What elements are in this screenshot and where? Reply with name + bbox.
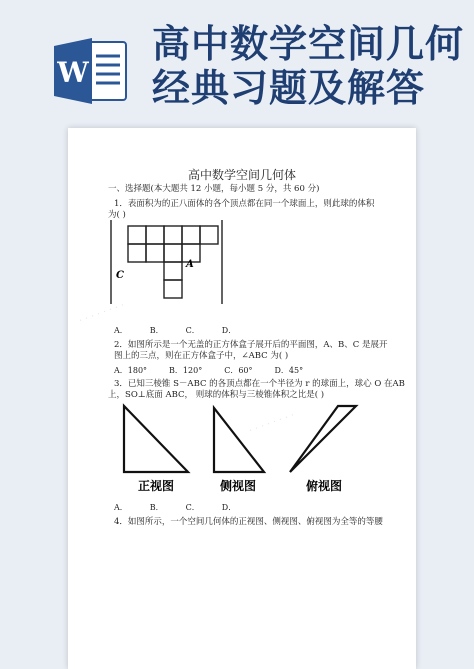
choice-c[interactable]: C． (185, 503, 200, 512)
banner (0, 0, 474, 128)
choice-c[interactable]: C． (185, 326, 200, 335)
question-3-choices (114, 502, 258, 513)
choice-a[interactable]: A．180° (114, 366, 148, 375)
section-heading: 一、选择题(本大题共 12 小题，每小题 5 分，共 60 分) (108, 184, 320, 194)
choice-a[interactable]: A． (114, 503, 128, 512)
question-2-choices (114, 365, 325, 376)
top-view-label: 俯视图 (305, 479, 343, 493)
front-view-label: 正视图 (137, 479, 175, 493)
question-3-line-1: 3．已知三棱锥 S－ABC 的各顶点都在一个半径为 r 的球面上，球心 O 在AB (114, 379, 405, 389)
top-view-triangle (290, 406, 356, 472)
question-1-line-2: 为( ) (108, 210, 126, 220)
word-logo-letter: W (57, 56, 89, 89)
banner-title (152, 22, 464, 110)
choice-b[interactable]: B． (149, 503, 164, 512)
point-label-c: C (116, 270, 124, 281)
banner-title-line-1: 高中数学空间几何 (152, 22, 465, 66)
choice-b[interactable]: B．120° (169, 366, 203, 375)
front-view-triangle (124, 406, 188, 472)
point-label-a: A (186, 259, 194, 270)
watermark: · · · · · · · · (77, 300, 127, 327)
choice-c[interactable]: C．60° (224, 366, 253, 375)
watermark: · · · · · · · · (247, 410, 297, 437)
word-document-icon (52, 36, 130, 106)
question-1-line-1: 1．表面积为的正八面体的各个顶点都在同一个球面上，则此球的体积 (114, 199, 375, 209)
side-view-triangle (214, 408, 264, 472)
banner-title-line-2: 经典习题及解答 (152, 66, 426, 110)
three-views-figure (118, 402, 368, 494)
choice-d[interactable]: D． (221, 326, 237, 335)
document-page (68, 128, 416, 669)
choice-a[interactable]: A． (114, 326, 128, 335)
cube-net-figure (108, 220, 228, 304)
question-2-line-1: 2．如图所示是一个无盖的正方体盒子展开后的平面图，A、B、C 是展开 (114, 340, 388, 350)
side-view-label: 侧视图 (219, 479, 257, 493)
choice-b[interactable]: B． (149, 326, 164, 335)
choice-d[interactable]: D． (221, 503, 237, 512)
document-title: 高中数学空间几何体 (187, 168, 296, 182)
question-3-line-2: 上，SO⊥底面 ABC， 则球的体积与三棱锥体积之比是( ) (108, 390, 325, 400)
question-2-line-2: 图上的三点，则在正方体盒子中，∠ABC 为( ) (114, 351, 289, 361)
question-1-choices (114, 325, 258, 336)
choice-d[interactable]: D．45° (274, 366, 304, 375)
question-4-line-1: 4．如图所示，一个空间几何体的正视图、侧视图、俯视图为全等的等腰 (114, 517, 383, 527)
